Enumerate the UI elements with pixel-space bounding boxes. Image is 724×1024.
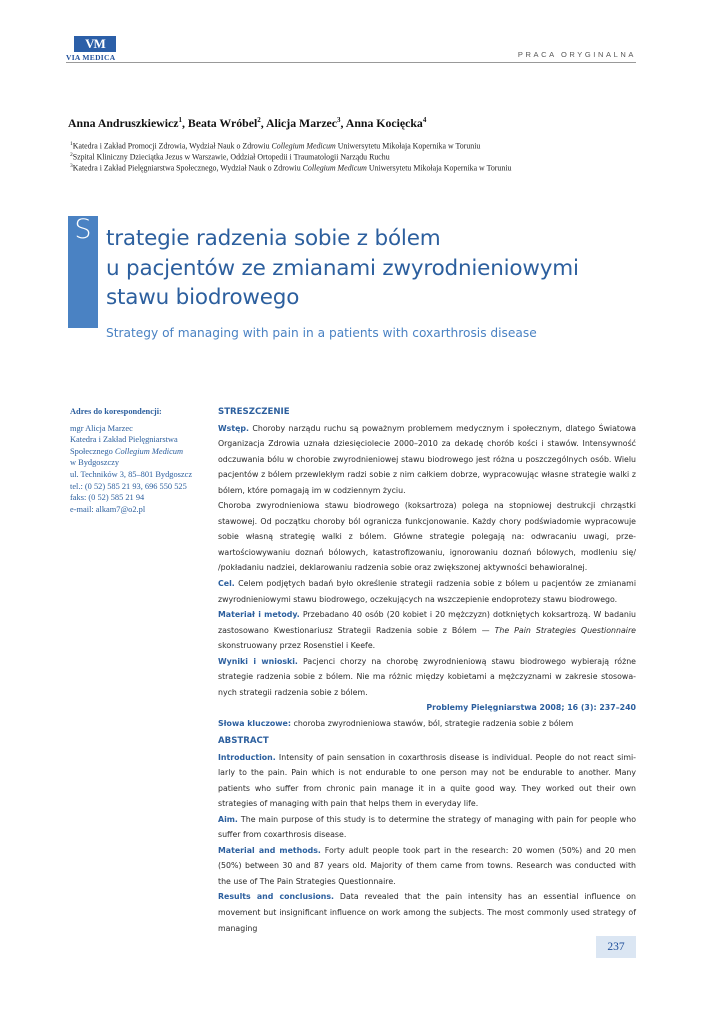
logo-brand: VIA MEDICA [66, 53, 116, 62]
correspondence-block [70, 406, 215, 515]
paragraph-label: Results and conclusions. [218, 892, 335, 902]
correspondence-line: mgr Alicja Marzec [70, 423, 133, 433]
affiliation-em: Collegium Medicum [271, 141, 336, 151]
paragraph-label: Wyniki i wnioski. [218, 656, 298, 666]
paragraph [218, 889, 636, 936]
paragraph-label: Materiał i metody. [218, 610, 300, 620]
header-rule [66, 62, 636, 63]
author-name: Alicja Marzec [265, 116, 338, 130]
subtitle: Strategy of managing with pain in a patients with coxarthrosis disease [106, 326, 537, 340]
title-line: u pacjentów ze zmianami zwyrodnieniowymi [106, 256, 579, 281]
paragraph-label: Aim. [218, 814, 238, 824]
affiliation-text: Katedra i Zakład Pielęgniarstwa Społecznego, Wydział Nauk o Zdrowiu [72, 163, 303, 173]
title-initial: S [74, 214, 92, 245]
paragraph: Choroba zwyrodnieniowa stawu biodrowego (koksartroza) polega na stopniowej destrukcji chrząstki stawowej. Od początku choroby ból ogranicza funkcjonowanie. Każdy chory podświadomie wypracowuje sobie własną strategię walki z bólem. Główne strategie polegają na: odwracaniu uwagi, przewartościowywaniu doznań bólowych, katastrofizowaniu, ignorowaniu doznań bólowych, modleniu się/ /pokładaniu nadziei, deklarowaniu radzenia sobie oraz zwiększonej aktywności behawioralnej. [218, 501, 636, 573]
keywords-text: choroba zwyrodnieniowa stawów, ból, strategie radzenia sobie z bólem [291, 718, 574, 728]
paragraph [218, 576, 636, 607]
streszczenie-section [218, 405, 636, 731]
affiliation-text: Uniwersytetu Mikołaja Kopernika w Toruniu [366, 163, 512, 173]
paragraph-text: Intensity of pain sensation in coxarthrosis disease is individual. People do not react similarly to the pain. Pain which is not endurable to one person may not be endurable to another. Many patients who suffer from chronic pain manage it in a quite good way. They worked out their own strategies of managing with pain that helps them in everyday life. [218, 752, 636, 809]
page-number: 237 [596, 936, 636, 958]
author-sup: 2 [257, 116, 261, 125]
paragraph-label: Wstęp. [218, 423, 249, 433]
paragraph-text: skonstruowany przez Rosenstiel i Keefe. [218, 641, 376, 651]
correspondence-text: Społecznego [70, 446, 115, 456]
paragraph-text: Choroby narządu ruchu są poważnym problemem medycznym i społecznym, dlatego Światowa Organizacja Zdrowia uznała dziesięciolecie 2000–2010 za dekadę chorób kości i stawów. Intensywność odczuwania bólu w chorobie zwyrodnieniowej stawu biodrowego jest różna u poszczególnych osób. Wielu pacjentów z bólem przewlekłym radzi sobie z nim całkiem dobrze, wypracowując własne strategie walki z bólem, które pomagają im w codziennym życiu. [218, 423, 636, 495]
paragraph-label: Cel. [218, 579, 235, 589]
paragraph-em: The Pain Strategies Questionnaire [494, 625, 636, 635]
logo-mark: VM [74, 36, 116, 52]
correspondence-line: Katedra i Zakład Pielęgniarstwa [70, 435, 178, 445]
correspondence-line [70, 446, 215, 458]
abstract-section [218, 734, 636, 936]
keywords-label: Słowa kluczowe: [218, 718, 292, 728]
paragraph-label: Introduction. [218, 752, 276, 762]
section-heading: STRESZCZENIE [218, 407, 290, 417]
paragraph-text: The main purpose of this study is to determine the strategy of managing with pain for people who suffer from coxarthrosis disease. [218, 814, 636, 840]
affiliation-sup: 2 [70, 152, 73, 158]
paragraph [218, 843, 636, 890]
journal-logo [66, 36, 128, 62]
title-line: trategie radzenia sobie z bólem [106, 226, 441, 251]
correspondence-line: ul. Techników 3, 85–801 Bydgoszcz [70, 469, 193, 479]
correspondence-line: tel.: (0 52) 585 21 93, 696 550 525 [70, 481, 187, 491]
paragraph-text: Forty adult people took part in the research: 20 women (50%) and 20 men (50%) between 30 and 87 years old. Majority of them came from towns. Research was conducted with the use of The Pain Strategies Questionnaire. [218, 845, 636, 886]
paragraph [218, 607, 636, 654]
correspondence-line: w Bydgoszczy [70, 458, 120, 468]
affiliation-sup: 1 [70, 141, 73, 147]
author-name: Anna Andruszkiewicz [68, 116, 179, 130]
correspondence-email[interactable]: e-mail: alkam7@o2.pl [70, 504, 146, 514]
paragraph-text: Przebadano 40 osób (20 kobiet i 20 mężczyzn) dotkniętych koksartrozą. W badaniu zastosowano Kwestionariusz Strategii Radzenia sobie z Bólem — [218, 610, 636, 635]
affiliation [70, 141, 480, 151]
paragraph-text: Celem podjętych badań było określenie strategii radzenia sobie z bólem u pacjentów ze zmianami zwyrodnieniowymi stawu biodrowego, oczekujących na wszczepienie endoprotezy stawu biodrowego. [218, 579, 636, 604]
section-label: PRACA ORYGINALNA [517, 50, 636, 59]
author-list: Anna Andruszkiewicz$^1$, Beata Wróbel$^2$, Alicja Marzec$^3$, Anna Kocięcka$^4$ [68, 116, 427, 130]
affiliation-text: Katedra i Zakład Promocji Zdrowia, Wydział Nauk o Zdrowiu [72, 141, 272, 151]
paragraph [218, 421, 636, 499]
paragraph-text: Data revealed that the pain intensity has an essential influence on movement but insignificant influence on work among the subjects. The most commonly used strategy of managing [218, 892, 636, 933]
author-sup: 3 [337, 116, 341, 125]
paragraph-text: Pacjenci chorzy na chorobę zwyrodnieniową stawu biodrowego wybierają różne strategie radzenia sobie z bólem. Nie ma różnic między kobietami a mężczyznami w zakresie stosowanych strategii radzenia sobie z bólem. [218, 656, 636, 697]
correspondence-line: faks: (0 52) 585 21 94 [70, 493, 145, 503]
author-name: Beata Wróbel [187, 116, 258, 130]
author-sup: 1 [178, 116, 182, 125]
affiliation-text: Szpital Kliniczny Dzieciątka Jezus w Warszawie, Oddział Ortopedii i Traumatologii Narządu Ruchu [72, 152, 390, 162]
section-heading: ABSTRACT [218, 736, 269, 746]
keywords [218, 716, 636, 732]
author-sup: 4 [422, 116, 427, 125]
paragraph [218, 654, 636, 701]
affiliation [70, 163, 511, 173]
correspondence-em: Collegium Medicum [114, 446, 184, 456]
affiliation [70, 152, 390, 162]
paragraph-label: Material and methods. [218, 845, 321, 855]
paragraph [218, 750, 636, 812]
citation: Problemy Pielęgniarstwa 2008; 16 (3): 237–240 [426, 703, 636, 713]
author-name: Anna Kocięcka [345, 116, 423, 130]
affiliation-sup: 3 [70, 163, 73, 169]
paragraph [218, 812, 636, 843]
correspondence-heading: Adres do korespondencji: [70, 407, 162, 416]
title-line: stawu biodrowego [106, 285, 300, 310]
affiliation-text: Uniwersytetu Mikołaja Kopernika w Toruniu [335, 141, 481, 151]
affiliation-em: Collegium Medicum [302, 163, 367, 173]
